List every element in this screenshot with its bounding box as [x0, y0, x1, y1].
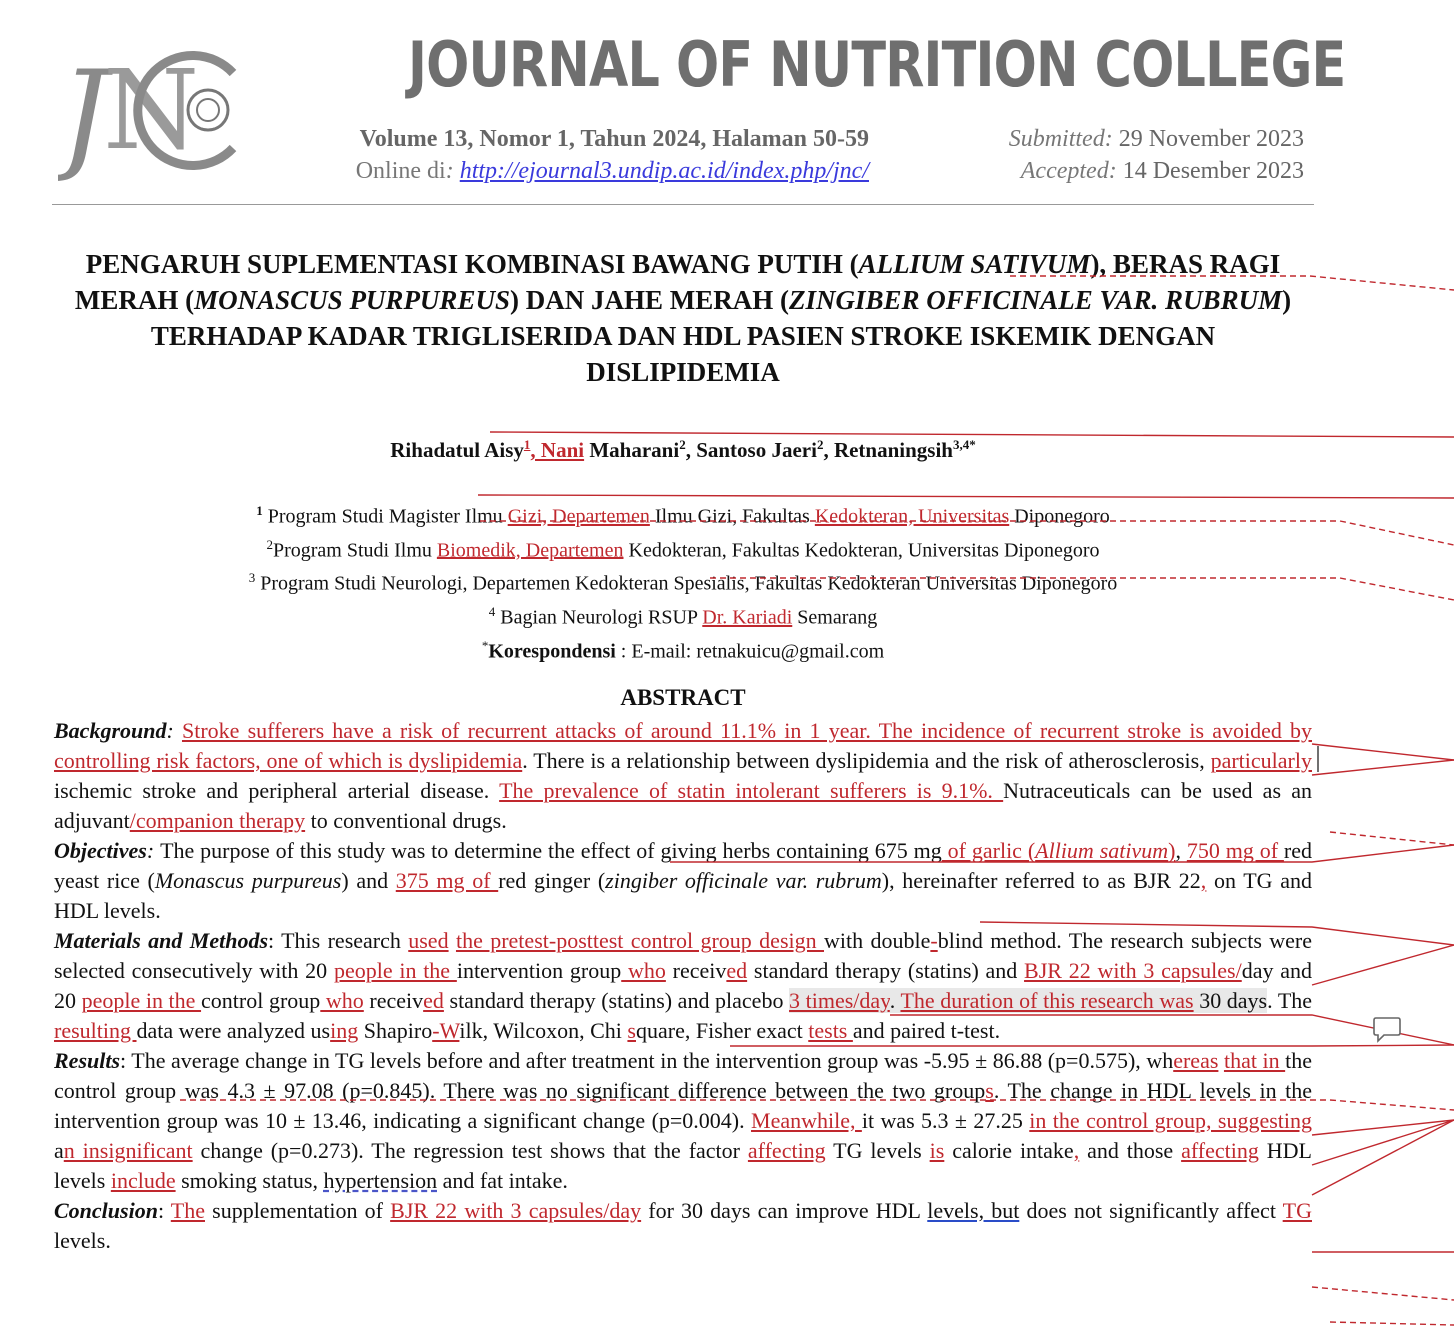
methods-paragraph: Materials and Methods: This research used the pretest-posttest control group design with double-blind method. The research subjects were selected consecutively with 20 people in the intervention group who received standard therapy (statins) and BJR 22 with 3 capsules/day and 20 people in the control group who received standard therapy (statins) and placebo 3 times/day. The duration of this research was 30 days. The resulting data were analyzed using Shapiro-Wilk, Wilcoxon, Chi square, Fisher exact tests and paired t-test. [54, 928, 1313, 1043]
connector-con-2 [1312, 1287, 1454, 1300]
conclusion-paragraph: Conclusion: The supplementation of BJR 22 with 3 capsules/day for 30 days can improve HDL levels, but does not significantly affect TG levels. [54, 1198, 1312, 1253]
authors: Rihadatul Aisy$^1$, Nani Maharani$^2$, Santoso Jaeri$^2$, Retnaningsih$^{3,4*}$ [390, 437, 976, 462]
volume-info: Volume 13, Nomor 1, Tahun 2024, Halaman 50-59 Online di: http://ejournal3.undip.ac.id/index.php/jnc/ [244, 123, 869, 187]
connector-affil-4 [710, 578, 1454, 600]
volume-line: Volume 13, Nomor 1, Tahun 2024, Halaman 50-59 [359, 126, 869, 152]
connector-bg-3 [1330, 832, 1454, 845]
accepted-date: 14 Desember 2023 [1122, 158, 1304, 184]
connector-res-2 [1312, 1120, 1454, 1135]
affiliation-2: $^2$Program Studi Ilmu Biomedik, Departemen Kedokteran, Fakultas Kedokteran, Universitas Diponegoro [266, 536, 1100, 562]
journal-title: JOURNAL OF NUTRITION COLLEGE [408, 28, 1346, 101]
connector-res-4 [1312, 1120, 1454, 1195]
affiliation-4: $^4$ Bagian Neurologi RSUP Dr. Kariadi Semarang [488, 603, 878, 629]
connector-bg-2 [1312, 760, 1454, 775]
background-paragraph: Background: Stroke sufferers have a risk of recurrent attacks of around 11.1% in 1 year. The incidence of recurrent stroke is avoided by controlling risk factors, one of which is dyslipidemia. There is a relationship between dyslipidemia and the risk of atherosclerosis, particularly ischemic stroke and peripheral arterial disease. The prevalence of statin intolerant sufferers is 9.1%. Nutraceuticals can be used as an adjuvant/companion therapy to conventional drugs. [54, 718, 1312, 833]
connector-authors [490, 432, 1454, 437]
connector-bg [1312, 744, 1454, 760]
svg-text:N: N [103, 46, 200, 174]
connector-mm-3 [890, 1015, 1454, 1045]
objectives-paragraph: Objectives: The purpose of this study was to determine the effect of giving herbs containing 675 mg of garlic (Allium sativum), 750 mg of red yeast rice (Monascus purpureus) and 375 mg of red ginger (zingiber officinale var. rubrum), hereinafter referred to as BJR 22, on TG and HDL levels. [54, 838, 1312, 923]
connector-affil-2 [480, 521, 1454, 545]
svg-text:J: J [60, 46, 109, 185]
connector-title [1010, 276, 1454, 290]
comment-icon[interactable] [1372, 1015, 1402, 1043]
connector-affil-1 [478, 495, 1454, 498]
submitted-label: Submitted: [1008, 126, 1113, 152]
journal-url-link[interactable]: http://ejournal3.undip.ac.id/index.php/jnc/ [459, 158, 869, 184]
online-label: Online di [355, 158, 446, 184]
paper-title: PENGARUH SUPLEMENTASI KOMBINASI BAWANG PUTIH (ALLIUM SATIVUM), BERAS RAGI MERAH (MONASCUS PURPUREUS) DAN JAHE MERAH (ZINGIBER OFFICINALE VAR. RUBRUM) TERHADAP KADAR TRIGLISERIDA DAN HDL PASIEN STROKE ISKEMIK DENGAN DISLIPIDEMIA [74, 249, 1292, 387]
submitted-date: 29 November 2023 [1118, 126, 1304, 152]
connector-bottom [1330, 1322, 1454, 1325]
correspondence: *Korespondensi : E-mail: retnakuicu@gmail.com [481, 637, 885, 663]
results-paragraph: Results: The average change in TG levels before and after treatment in the intervention group was -5.95 ± 86.88 (p=0.575), whereas that in the control group was 4.3 ± 97.08 (p=0.845). There was no significant difference between the two groups. The change in HDL levels in the intervention group was 10 ± 13.46, indicating a significant change (p=0.004). Meanwhile, it was 5.3 ± 27.25 in the control group, suggesting an insignificant change (p=0.273). The regression test shows that the factor affecting TG levels is calorie intake, and those affecting HDL levels include smoking status, hypertension and fat intake. [54, 1048, 1313, 1193]
affiliation-3: $^3$ Program Studi Neurologi, Departemen Kedokteran Spesialis, Fakultas Kedokteran Universitas Diponegoro [248, 570, 1118, 595]
connector-obj [670, 845, 1454, 862]
connector-mm-1 [980, 922, 1454, 945]
affiliation-1: $^1$ Program Studi Magister Ilmu Gizi, Departemen Ilmu Gizi, Fakultas Kedokteran, Universitas Diponegoro [256, 503, 1110, 528]
connector-mm-4 [730, 1045, 1454, 1046]
grammar-flag[interactable]: levels, but [927, 1198, 1020, 1223]
abstract-heading: ABSTRACT [620, 685, 746, 710]
highlighted-insertion[interactable]: 3 times/day [789, 988, 890, 1013]
connector-res-1 [180, 1100, 1454, 1110]
connector-mm-2 [1312, 945, 1454, 985]
accepted-label: Accepted: [1020, 158, 1117, 184]
spelling-flag[interactable]: hypertension [323, 1168, 438, 1193]
